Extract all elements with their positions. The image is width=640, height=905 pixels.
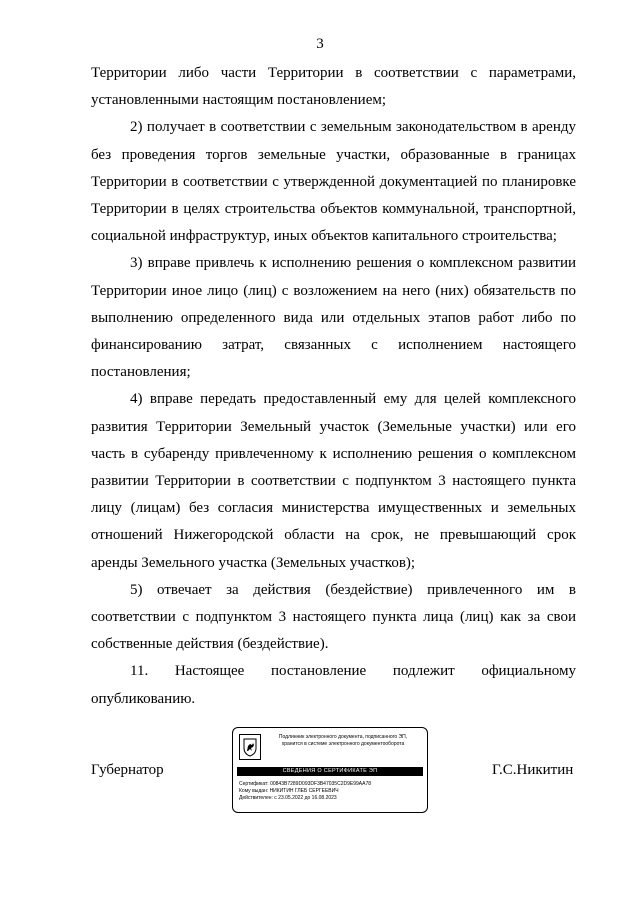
electronic-signature-stamp	[232, 727, 428, 813]
signatory-position: Губернатор	[91, 762, 164, 778]
paragraph-item-5: 5) отвечает за действия (бездействие) привлеченного им в соответствии с подпунктом 3 настоящего пункта лица (лиц) как за свои собственные действия (бездействие).	[91, 581, 576, 653]
paragraph-continuation: Территории либо части Территории в соответствии с параметрами, установленными настоящим постановлением;	[91, 65, 576, 109]
paragraph-clause-11: 11. Настоящее постановление подлежит официальному опубликованию.	[91, 663, 576, 707]
document-body	[91, 60, 576, 713]
stamp-header-line-1: Подлинник электронного документа, подписанного ЭП,	[278, 734, 408, 740]
page-number: 3	[316, 36, 324, 52]
paragraph-item-4: 4) вправе передать предоставленный ему для целей комплексного развития Территории Земельный участок (Земельные участки) или его часть в субаренду привлеченному к исполнению решения о комплексном развитии Территории в соответствии с подпунктом 3 настоящего пункта лицу (лицам) без согласия министерства имущественных и земельных отношений Нижегородской области на срок, не превышающий срок аренды Земельного участка (Земельных участков);	[91, 391, 576, 571]
paragraph-item-3: 3) вправе привлечь к исполнению решения о комплексном развитии Территории иное лицо (лиц) с возложением на него (них) обязательств по выполнению определенного вида или отдельных этапов работ либо по финансированию затрат, связанных с исполнением настоящего постановления;	[91, 255, 576, 381]
coat-of-arms-icon	[239, 734, 261, 760]
stamp-certificate: Сертификат: 00843B7289D093DF3B47035C2D9E99AA78	[239, 781, 371, 787]
stamp-issued-to: Кому выдан: НИКИТИН ГЛЕБ СЕРГЕЕВИЧ	[239, 788, 339, 794]
paragraph-item-2: 2) получает в соответствии с земельным законодательством в аренду без проведения торгов земельные участки, образованные в границах Территории в соответствии с утвержденной документацией по планировке Территории в целях строительства объектов коммунальной, транспортной, социальной инфраструктур, иных объектов капитального строительства;	[91, 119, 576, 245]
signatory-name: Г.С.Никитин	[492, 762, 574, 778]
stamp-validity: Действителен: с 23.05.2022 до 16.08.2023	[239, 795, 337, 801]
stamp-title-bar: СВЕДЕНИЯ О СЕРТИФИКАТЕ ЭП	[237, 767, 423, 776]
stamp-header	[263, 734, 423, 747]
stamp-header-line-2: хранится в системе электронного документооборота	[281, 740, 405, 747]
